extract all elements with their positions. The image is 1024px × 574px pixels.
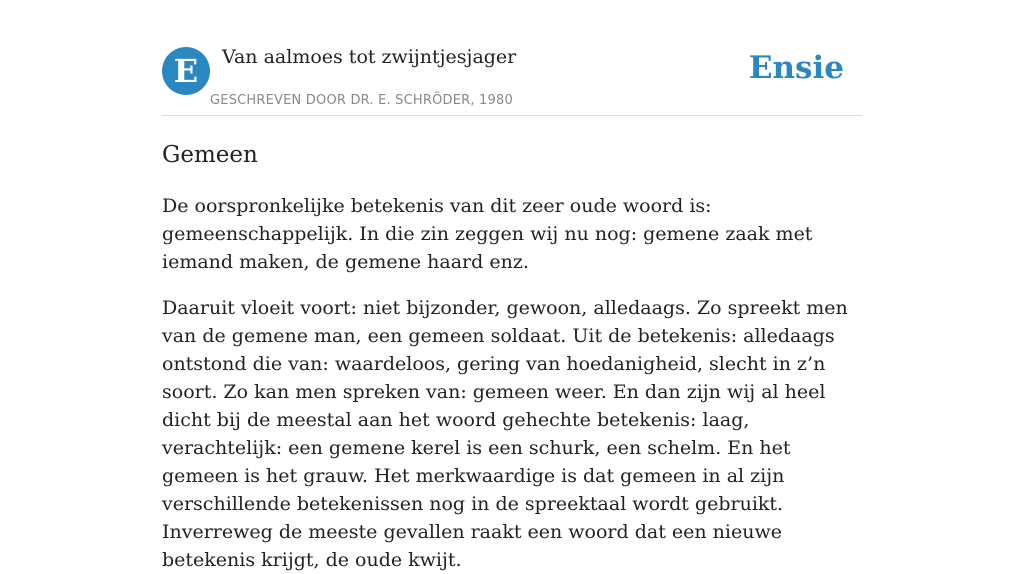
ensie-logo-icon[interactable]: E (162, 47, 210, 95)
author-byline: GESCHREVEN DOOR DR. E. SCHRÖDER, 1980 (210, 93, 513, 108)
entry-title: Gemeen (162, 142, 258, 168)
ensie-brand-link[interactable]: Ensie (748, 50, 844, 86)
entry-content (162, 192, 862, 574)
entry-paragraph: Daaruit vloeit voort: niet bijzonder, gewoon, alledaags. Zo spreekt men van de gemene man, een gemeen soldaat. Uit de betekenis: alledaags ontstond die van: waardeloos, gering van hoedanigheid, slecht in z’n soort. Zo kan men spreken van: gemeen weer. En dan zijn wij al heel dicht bij de meestal aan het woord gehechte betekenis: laag, verachtelijk: een gemene kerel is een schurk, een schelm. En het gemeen is het grauw. Het merkwaardige is dat gemeen in al zijn verschillende betekenissen nog in de spreektaal wordt gebruikt. Inverreweg de meeste gevallen raakt een woord dat een nieuwe betekenis krijgt, de oude kwijt. (162, 297, 848, 571)
entry-paragraph: De oorspronkelijke betekenis van dit zeer oude woord is: gemeenschappelijk. In die zin zeggen wij nu nog: gemene zaak met iemand maken, de gemene haard enz. (162, 195, 813, 273)
book-title[interactable]: Van aalmoes tot zwijntjesjager (222, 46, 517, 68)
page-header (162, 0, 862, 116)
page-container (162, 0, 862, 574)
